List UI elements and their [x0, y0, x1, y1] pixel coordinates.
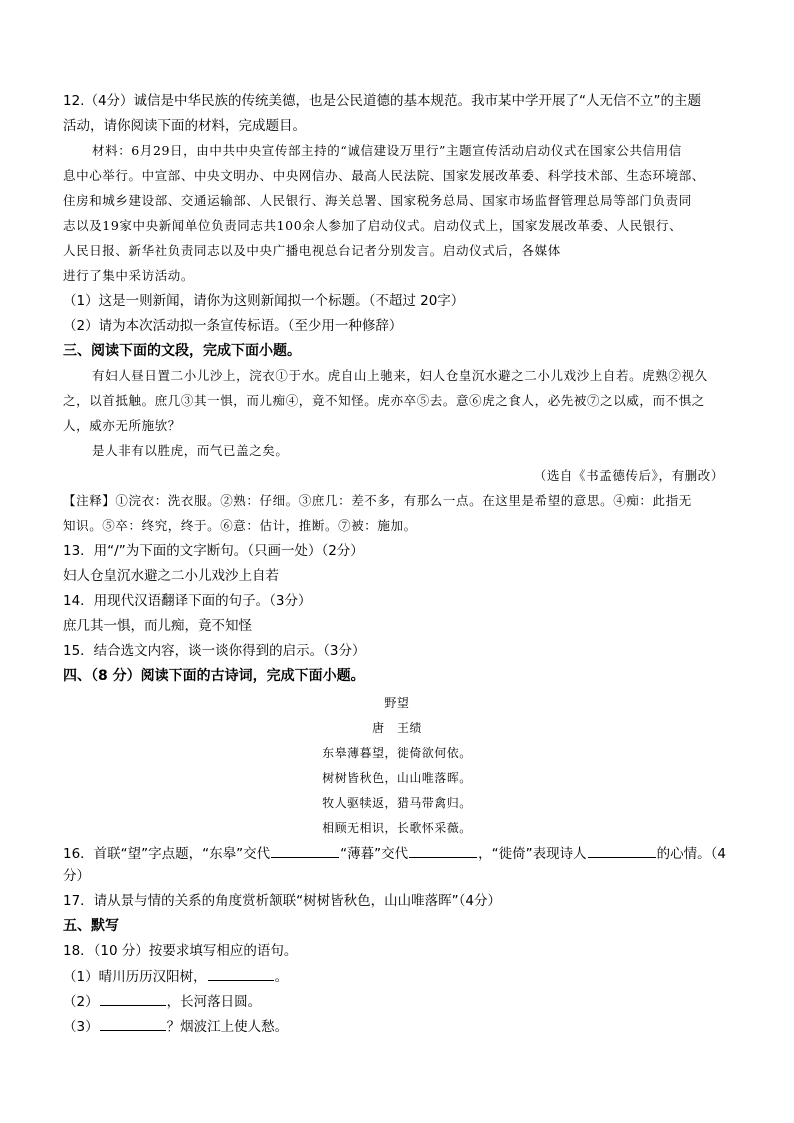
q12-line2: 活动，请你阅读下面的材料，完成题目。 — [63, 118, 306, 134]
q16-line-end: 分） — [63, 868, 90, 884]
q16-part: 的心情。（4 — [656, 846, 726, 862]
fill-text: ，长河落日圆。 — [166, 994, 262, 1010]
fill-text: 。 — [274, 969, 289, 985]
poem-line: 牧人驱犊返，猎马带禽归。 — [322, 796, 472, 810]
section5-heading: 五、默写 — [63, 918, 119, 934]
q18-prompt: 18．（10 分）按要求填写相应的语句。 — [63, 943, 298, 959]
material-line: 志以及19家中央新闻单位负责同志共100余人参加了启动仪式。启动仪式上，国家发展改革委、人民银行、 — [63, 218, 683, 233]
passage-line: 是人非有以胜虎，而气已盖之矣。 — [92, 443, 289, 458]
material-line: 住房和城乡建设部、交通运输部、人民银行、海关总署、国家税务总局、国家市场监督管理总局等部门负责同 — [63, 193, 692, 208]
q12-sub1: （1）这是一则新闻，请你为这则新闻拟一个标题。（不超过 20字） — [63, 293, 465, 309]
material-line: 材料：6月29日，由中共中央宣传部主持的“诚信建设万里行”主题宣传活动启动仪式在国家公共信用信 — [92, 143, 682, 158]
q13-prompt: 13．用“/”为下面的文字断句。（只画一处）（2分） — [63, 543, 364, 559]
material-line: 进行了集中采访活动。 — [63, 268, 195, 283]
q14-prompt: 14．用现代汉语翻译下面的句子。（3分） — [63, 593, 312, 609]
notes-line: 【注释】①浣衣：洗衣服。②熟：仔细。③庶几：差不多，有那么一点。在这里是希望的意思。④痴：此指无 — [63, 493, 692, 508]
section4-heading: 四、（8 分）阅读下面的古诗词，完成下面小题。 — [63, 668, 365, 684]
fill-line-1 — [63, 967, 288, 986]
fill-text: ？烟波江上使人愁。 — [166, 1019, 289, 1035]
poem-line: 东皋薄暮望，徙倚欲何依。 — [322, 746, 472, 760]
answer-blank[interactable] — [208, 967, 274, 981]
q12-sub2: （2）请为本次活动拟一条宣传标语。（至少用一种修辞） — [63, 318, 403, 334]
passage-line: 有妇人昼日置二小儿沙上，浣衣①于水。虎自山上驰来，妇人仓皇沉水避之二小儿戏沙上自若。虎熟②视久 — [92, 368, 708, 383]
passage-line: 之，以首抵触。庶几③其一惧，而儿痴④，竟不知怪。虎亦卒⑤去。意⑥虎之食人，必先被⑦之以威，而不惧之 — [63, 393, 705, 408]
answer-blank[interactable] — [100, 992, 166, 1006]
answer-blank[interactable] — [588, 844, 656, 858]
fill-text: （2） — [63, 994, 99, 1010]
poem-line: 树树皆秋色，山山唯落晖。 — [322, 771, 472, 785]
fill-line-3 — [63, 1017, 288, 1036]
q16-line — [63, 844, 726, 863]
q17-prompt: 17．请从景与情的关系的角度赏析颔联“树树皆秋色，山山唯落晖”（4分） — [63, 893, 502, 909]
poem-title: 野望 — [384, 696, 410, 710]
section3-heading: 三、阅读下面的文段，完成下面小题。 — [63, 343, 301, 359]
q16-part: “薄暮”交代 — [340, 846, 409, 862]
fill-text: （3） — [63, 1019, 99, 1035]
q14-text: 庶几其一惧，而儿痴，竟不知怪 — [63, 618, 252, 634]
notes-line: 知识。⑤卒：终究，终于。⑥意：估计，推断。⑦被：施加。 — [63, 518, 417, 533]
passage-line: 人，威亦无所施欤？ — [63, 418, 181, 433]
fill-text: （1）晴川历历汉阳树， — [63, 969, 207, 985]
material-line: 息中心举行。中宣部、中央文明办、中央网信办、最高人民法院、国家发展改革委、科学技术部、生态环境部、 — [63, 168, 705, 183]
passage-source: （选自《书孟德传后》，有删改） — [533, 468, 724, 483]
answer-blank[interactable] — [409, 844, 477, 858]
q13-text: 妇人仓皇沉水避之二小儿戏沙上自若 — [63, 568, 279, 584]
material-line: 人民日报、新华社负责同志以及中央广播电视总台记者分别发言。启动仪式后，各媒体 — [63, 243, 561, 258]
q16-part: ，“徙倚”表现诗人 — [478, 846, 587, 862]
poem-author: 唐 王绩 — [372, 721, 422, 735]
poem-line: 相顾无相识，长歌怀采薇。 — [322, 821, 472, 835]
q16-part: 16．首联“望”字点题，“东皋”交代 — [63, 846, 271, 862]
answer-blank[interactable] — [100, 1017, 166, 1031]
q15-prompt: 15．结合选文内容，谈一谈你得到的启示。（3分） — [63, 643, 366, 659]
fill-line-2 — [63, 992, 261, 1011]
answer-blank[interactable] — [271, 844, 339, 858]
q12-line1: 12.（4分）诚信是中华民族的传统美德，也是公民道德的基本规范。我市某中学开展了“人无信不立”的主题 — [63, 93, 702, 109]
